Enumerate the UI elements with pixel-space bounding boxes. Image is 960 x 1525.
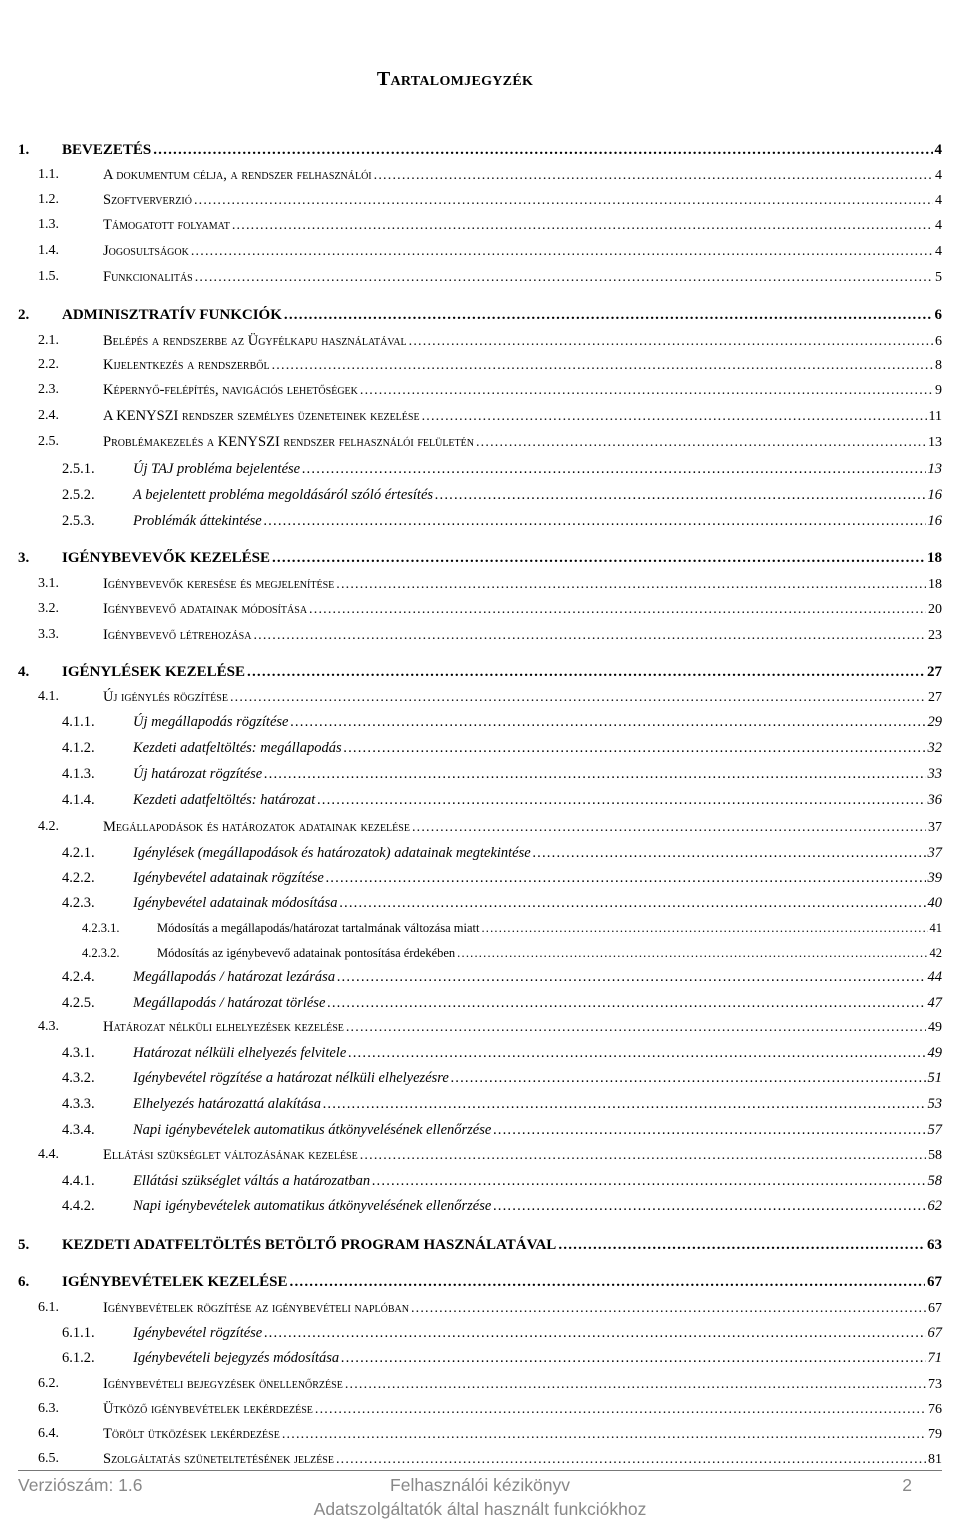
toc-entry-label: Napi igénybevételek automatikus átkönyvelésének ellenőrzése <box>133 1122 492 1138</box>
dot-leader <box>409 332 933 352</box>
toc-entry-number: 4.2.3.2. <box>82 946 120 960</box>
toc-entry[interactable] <box>0 241 960 261</box>
toc-entry-page: 67 <box>927 1274 942 1290</box>
toc-entry-page: 76 <box>928 1402 942 1417</box>
toc-entry-number: 4.2.2. <box>62 870 95 886</box>
dot-leader <box>309 600 926 620</box>
toc-entry[interactable] <box>0 511 960 531</box>
footer-subtitle: Adatszolgáltatók által használt funkciókhoz <box>313 1499 647 1519</box>
toc-entry[interactable] <box>0 1017 960 1037</box>
toc-entry-number: 2.5.1. <box>62 461 95 477</box>
footer-doc-title: Felhasználói kézikönyv <box>390 1475 570 1495</box>
toc-entry-number: 2.5. <box>38 434 59 449</box>
toc-entry-label: Megállapodások és határozatok adatainak kezelése <box>103 819 410 835</box>
toc-entry-number: 2.3. <box>38 382 59 397</box>
toc-entry[interactable] <box>0 918 960 938</box>
toc-entry-number: 4.2.5. <box>62 995 95 1011</box>
dot-leader <box>264 1323 925 1343</box>
toc-entry-number: 3. <box>18 550 30 566</box>
toc-entry-page: 67 <box>927 1325 942 1341</box>
toc-entry[interactable] <box>0 1145 960 1165</box>
dot-leader <box>345 1375 926 1395</box>
toc-entry-label: Új igénylés rögzítése <box>103 689 228 705</box>
toc-entry-label: Megállapodás / határozat lezárása <box>133 969 336 985</box>
toc-entry[interactable] <box>0 380 960 400</box>
toc-entry-number: 4.2. <box>38 819 59 834</box>
toc-entry-label: Új határozat rögzítése <box>133 766 263 782</box>
toc-entry-number: 2. <box>18 307 30 323</box>
dot-leader <box>282 1425 926 1445</box>
toc-entry[interactable] <box>0 599 960 619</box>
toc-entry-label: Igénylések (megállapodások és határozatok) adatainak megtekintése <box>133 845 531 861</box>
toc-entry-label: Igénybevétel adatainak módosítása <box>133 895 338 911</box>
toc-entry[interactable] <box>0 215 960 235</box>
toc-entry-page: 16 <box>927 487 942 503</box>
toc-entry[interactable] <box>0 1196 960 1216</box>
dot-leader <box>253 626 926 646</box>
toc-entry-number: 4.4.2. <box>62 1198 95 1214</box>
toc-entry[interactable] <box>0 406 960 426</box>
toc-entry[interactable] <box>0 738 960 758</box>
toc-entry-label: Ellátási szükséglet váltás a határozatban <box>133 1173 371 1189</box>
toc-entry-label: IGÉNYBEVEVŐK KEZELÉSE <box>62 550 270 566</box>
toc-entry[interactable] <box>0 1348 960 1368</box>
toc-entry-page: 18 <box>927 550 942 566</box>
toc-entry-number: 3.2. <box>38 601 59 616</box>
toc-entry-page: 79 <box>928 1427 942 1442</box>
toc-entry-label: Kezdeti adatfeltöltés: határozat <box>133 792 316 808</box>
toc-entry[interactable] <box>0 331 960 351</box>
dot-leader <box>327 993 925 1013</box>
toc-entry-number: 1.1. <box>38 167 59 182</box>
toc-entry-page: 13 <box>927 461 942 477</box>
toc-entry-number: 2.5.2. <box>62 487 95 503</box>
dot-leader <box>348 1043 925 1063</box>
toc-entry-page: 4 <box>935 244 942 259</box>
toc-entry-label: Kezdeti adatfeltöltés: megállapodás <box>133 740 342 756</box>
toc-entry-label: Igénybevétel adatainak rögzítése <box>133 870 324 886</box>
toc-entry[interactable] <box>0 190 960 210</box>
toc-entry-label: Igénybevevők keresése és megjelenítése <box>103 576 335 592</box>
toc-entry-label: Törölt ütközések lekérdezése <box>103 1426 280 1442</box>
toc-entry-number: 6.1. <box>38 1300 59 1315</box>
dot-leader <box>336 575 926 595</box>
footer-version: Verziószám: 1.6 <box>18 1475 143 1495</box>
dot-leader <box>412 818 926 838</box>
toc-entry-label: Kijelentkezés a rendszerből <box>103 357 270 373</box>
toc-entry-page: 51 <box>927 1070 942 1086</box>
toc-entry-label: Határozat nélküli elhelyezés felvitele <box>133 1045 347 1061</box>
toc-entry-label: A bejelentett probléma megoldásáról szóló értesítés <box>133 487 434 503</box>
toc-entry-page: 11 <box>928 409 942 424</box>
toc-entry-page: 37 <box>928 820 942 835</box>
toc-entry-page: 27 <box>927 664 942 680</box>
toc-entry[interactable] <box>0 140 960 160</box>
toc-entry-label: Napi igénybevételek automatikus átkönyvelésének ellenőrzése <box>133 1198 492 1214</box>
toc-entry[interactable] <box>0 1298 960 1318</box>
toc-entry-number: 4.3.2. <box>62 1070 95 1086</box>
toc-entry-label: Igénybevételi bejegyzés módosítása <box>133 1350 340 1366</box>
toc-entry-label: Igénybevevő adatainak módosítása <box>103 601 308 617</box>
toc-entry-number: 4.1.2. <box>62 740 95 756</box>
dot-leader <box>315 1400 926 1420</box>
toc-entry-page: 49 <box>927 1045 942 1061</box>
dot-leader <box>493 1120 925 1140</box>
dot-leader <box>344 738 926 758</box>
toc-entry[interactable] <box>0 574 960 594</box>
toc-entry-number: 1.3. <box>38 217 59 232</box>
toc-entry-page: 58 <box>928 1148 942 1163</box>
toc-entry-label: Új TAJ probléma bejelentése <box>133 461 301 477</box>
toc-entry[interactable] <box>0 1094 960 1114</box>
toc-entry[interactable] <box>0 1171 960 1191</box>
toc-entry-page: 16 <box>927 513 942 529</box>
toc-entry-number: 3.1. <box>38 576 59 591</box>
toc-entry-page: 29 <box>927 714 942 730</box>
toc-entry[interactable] <box>0 1043 960 1063</box>
toc-entry-number: 4. <box>18 664 30 680</box>
dot-leader <box>230 688 926 708</box>
toc-entry[interactable] <box>0 712 960 732</box>
dot-leader <box>272 548 925 568</box>
toc-entry-label: Megállapodás / határozat törlése <box>133 995 326 1011</box>
toc-entry[interactable] <box>0 790 960 810</box>
toc-entry-label: Módosítás az igénybevevő adatainak pontosítása érdekében <box>157 946 456 960</box>
toc-entry-label: Funkcionalitás <box>103 269 193 285</box>
toc-entry-label: BEVEZETÉS <box>62 142 152 158</box>
dot-leader <box>153 140 932 160</box>
toc-entry-page: 62 <box>927 1198 942 1214</box>
toc-entry-label: Igénybevevő létrehozása <box>103 627 252 643</box>
toc-entry-page: 5 <box>935 270 942 285</box>
toc-entry[interactable] <box>0 305 960 325</box>
toc-entry[interactable] <box>0 817 960 837</box>
toc-entry-label: KEZDETI ADATFELTÖLTÉS BETÖLTŐ PROGRAM HASZNÁLATÁVAL <box>62 1237 557 1253</box>
toc-entry-page: 4 <box>935 193 942 208</box>
toc-entry-page: 40 <box>927 895 942 911</box>
toc-entry-number: 1.4. <box>38 243 59 258</box>
toc-entry-page: 9 <box>935 383 942 398</box>
toc-entry-page: 8 <box>935 358 942 373</box>
toc-entry[interactable] <box>0 267 960 287</box>
toc-entry-page: 39 <box>927 870 942 886</box>
toc-entry[interactable] <box>0 943 960 963</box>
toc-entry-page: 13 <box>928 435 942 450</box>
toc-entry-label: ADMINISZTRATÍV FUNKCIÓK <box>62 307 282 323</box>
toc-entry-number: 1. <box>18 142 30 158</box>
toc-entry-number: 6.3. <box>38 1401 59 1416</box>
toc-entry-label: IGÉNYBEVÉTELEK KEZELÉSE <box>62 1274 288 1290</box>
toc-entry-page: 4 <box>935 168 942 183</box>
dot-leader <box>194 191 933 211</box>
dot-leader <box>457 943 927 963</box>
toc-entry[interactable] <box>0 432 960 452</box>
dot-leader <box>481 918 927 938</box>
toc-entry-number: 6.4. <box>38 1426 59 1441</box>
toc-entry-page: 67 <box>928 1301 942 1316</box>
toc-entry-number: 4.1.3. <box>62 766 95 782</box>
toc-entry-label: Határozat nélküli elhelyezések kezelése <box>103 1019 344 1035</box>
toc-entry-page: 4 <box>934 142 942 158</box>
toc-entry[interactable] <box>0 1235 960 1255</box>
dot-leader <box>360 1146 926 1166</box>
toc-entry-page: 44 <box>927 969 942 985</box>
dot-leader <box>302 459 925 479</box>
toc-entry[interactable] <box>0 459 960 479</box>
toc-entry-label: Problémakezelés a KENYSZI rendszer felhasználói felületén <box>103 434 474 450</box>
toc-entry[interactable] <box>0 355 960 375</box>
toc-entry-page: 49 <box>928 1020 942 1035</box>
toc-entry-number: 2.1. <box>38 333 59 348</box>
toc-entry[interactable] <box>0 764 960 784</box>
toc-entry-label: Támogatott folyamat <box>103 217 230 233</box>
toc-entry-number: 2.2. <box>38 357 59 372</box>
footer-page-number: 2 <box>902 1475 912 1495</box>
toc-entry-number: 4.3.4. <box>62 1122 95 1138</box>
dot-leader <box>411 1299 926 1319</box>
dot-leader <box>264 511 926 531</box>
toc-entry[interactable] <box>0 967 960 987</box>
toc-entry-number: 6.2. <box>38 1376 59 1391</box>
toc-entry-page: 36 <box>927 792 942 808</box>
toc-entry-page: 4 <box>935 218 942 233</box>
toc-entry-number: 6.1.1. <box>62 1325 95 1341</box>
dot-leader <box>290 712 925 732</box>
dot-leader <box>533 843 926 863</box>
dot-leader <box>340 893 926 913</box>
toc-entry-page: 32 <box>927 740 942 756</box>
dot-leader <box>232 216 933 236</box>
toc-entry-page: 27 <box>928 690 942 705</box>
toc-entry[interactable] <box>0 1424 960 1444</box>
toc-entry[interactable] <box>0 1323 960 1343</box>
dot-leader <box>247 662 925 682</box>
toc-entry-label: Belépés a rendszerbe az Ügyfélkapu használatával <box>103 333 407 349</box>
dot-leader <box>346 1018 926 1038</box>
toc-entry-label: IGÉNYLÉSEK KEZELÉSE <box>62 664 245 680</box>
toc-entry-page: 20 <box>928 602 942 617</box>
toc-entry-number: 6. <box>18 1274 30 1290</box>
toc-entry-number: 4.4. <box>38 1147 59 1162</box>
toc-entry-label: Szolgáltatás szüneteltetésének jelzése <box>103 1451 334 1467</box>
toc-entry[interactable] <box>0 1374 960 1394</box>
toc-entry-label: Igénybevétel rögzítése <box>133 1325 263 1341</box>
toc-entry-number: 4.2.1. <box>62 845 95 861</box>
toc-entry-page: 18 <box>928 577 942 592</box>
toc-entry[interactable] <box>0 662 960 682</box>
toc-entry-page: 6 <box>934 307 942 323</box>
toc-entry-page: 53 <box>927 1096 942 1112</box>
toc-entry-label: Képernyő-felépítés, navigációs lehetőségek <box>103 382 358 398</box>
toc-entry-number: 4.4.1. <box>62 1173 95 1189</box>
dot-leader <box>374 166 933 186</box>
toc-entry-number: 4.3.1. <box>62 1045 95 1061</box>
toc-entry-number: 4.2.3.1. <box>82 921 120 935</box>
dot-leader <box>360 381 933 401</box>
toc-entry[interactable] <box>0 868 960 888</box>
toc-entry-number: 4.2.3. <box>62 895 95 911</box>
toc-entry-page: 37 <box>927 845 942 861</box>
toc-entry-label: Jogosultságok <box>103 243 189 259</box>
toc-entry-page: 42 <box>929 946 942 960</box>
dot-leader <box>195 268 933 288</box>
dot-leader <box>341 1348 925 1368</box>
toc-entry[interactable] <box>0 625 960 645</box>
toc-entry-number: 4.1. <box>38 689 59 704</box>
dot-leader <box>323 1094 926 1114</box>
toc-entry-number: 4.1.4. <box>62 792 95 808</box>
toc-entry-label: Új megállapodás rögzítése <box>133 714 289 730</box>
dot-leader <box>336 1450 926 1470</box>
toc-entry-label: Ütköző igénybevételek lekérdezése <box>103 1401 313 1417</box>
toc-entry[interactable] <box>0 1068 960 1088</box>
dot-leader <box>264 764 925 784</box>
dot-leader <box>290 1272 926 1292</box>
dot-leader <box>422 407 927 427</box>
toc-entry-page: 6 <box>935 334 942 349</box>
toc-entry-label: Igénybevételek rögzítése az igénybevételi naplóban <box>103 1300 409 1316</box>
toc-entry-label: Elhelyezés határozattá alakítása <box>133 1096 321 1112</box>
dot-leader <box>435 485 925 505</box>
toc-entry-label: Módosítás a megállapodás/határozat tartalmának változása miatt <box>157 921 480 935</box>
toc-entry[interactable] <box>0 893 960 913</box>
toc-entry-label: Igénybevételi bejegyzések önellenőrzése <box>103 1376 343 1392</box>
toc-title: Tartalomjegyzék <box>376 68 534 90</box>
toc-entry-page: 81 <box>928 1452 942 1467</box>
toc-entry[interactable] <box>0 1449 960 1469</box>
toc-entry-number: 4.3. <box>38 1019 59 1034</box>
toc-entry-number: 4.2.4. <box>62 969 95 985</box>
dot-leader <box>191 242 933 262</box>
toc-entry-page: 57 <box>927 1122 942 1138</box>
toc-entry-page: 47 <box>927 995 942 1011</box>
toc-entry[interactable] <box>0 1399 960 1419</box>
toc-entry-page: 58 <box>927 1173 942 1189</box>
dot-leader <box>372 1171 925 1191</box>
toc-entry-number: 2.4. <box>38 408 59 423</box>
toc-entry-number: 6.1.2. <box>62 1350 95 1366</box>
toc-entry-number: 5. <box>18 1237 30 1253</box>
toc-entry[interactable] <box>0 1120 960 1140</box>
toc-entry-label: A KENYSZI rendszer személyes üzeneteinek kezelése <box>103 408 420 424</box>
dot-leader <box>558 1235 925 1255</box>
toc-entry-number: 4.1.1. <box>62 714 95 730</box>
dot-leader <box>493 1196 925 1216</box>
toc-entry-number: 2.5.3. <box>62 513 95 529</box>
toc-entry-page: 73 <box>928 1377 942 1392</box>
toc-entry-label: Szoftververzió <box>103 192 192 208</box>
page-footer <box>18 1470 942 1525</box>
toc-entry-number: 1.2. <box>38 192 59 207</box>
toc-entry-label: A dokumentum célja, a rendszer felhasználói <box>103 167 372 183</box>
dot-leader <box>317 790 925 810</box>
dot-leader <box>326 868 926 888</box>
toc-entry-number: 4.3.3. <box>62 1096 95 1112</box>
toc-entry-label: Problémák áttekintése <box>133 513 262 529</box>
toc-entry-page: 23 <box>928 628 942 643</box>
dot-leader <box>451 1068 926 1088</box>
toc-entry[interactable] <box>0 165 960 185</box>
toc-entry-number: 6.5. <box>38 1451 59 1466</box>
toc-entry-page: 41 <box>929 921 942 935</box>
toc-entry[interactable] <box>0 1272 960 1292</box>
toc-entry[interactable] <box>0 687 960 707</box>
dot-leader <box>272 356 933 376</box>
dot-leader <box>476 433 926 453</box>
toc-entry-page: 71 <box>927 1350 942 1366</box>
toc-entry-label: Igénybevétel rögzítése a határozat nélküli elhelyezésre <box>133 1070 449 1086</box>
dot-leader <box>284 305 933 325</box>
toc-entry[interactable] <box>0 485 960 505</box>
toc-entry-label: Ellátási szükséglet változásának kezelése <box>103 1147 358 1163</box>
toc-entry-page: 63 <box>927 1237 942 1253</box>
toc-entry-number: 1.5. <box>38 269 59 284</box>
toc-entry-page: 33 <box>927 766 942 782</box>
toc-entry[interactable] <box>0 548 960 568</box>
toc-entry[interactable] <box>0 993 960 1013</box>
dot-leader <box>337 967 925 987</box>
toc-entry-number: 3.3. <box>38 627 59 642</box>
toc-entry[interactable] <box>0 843 960 863</box>
